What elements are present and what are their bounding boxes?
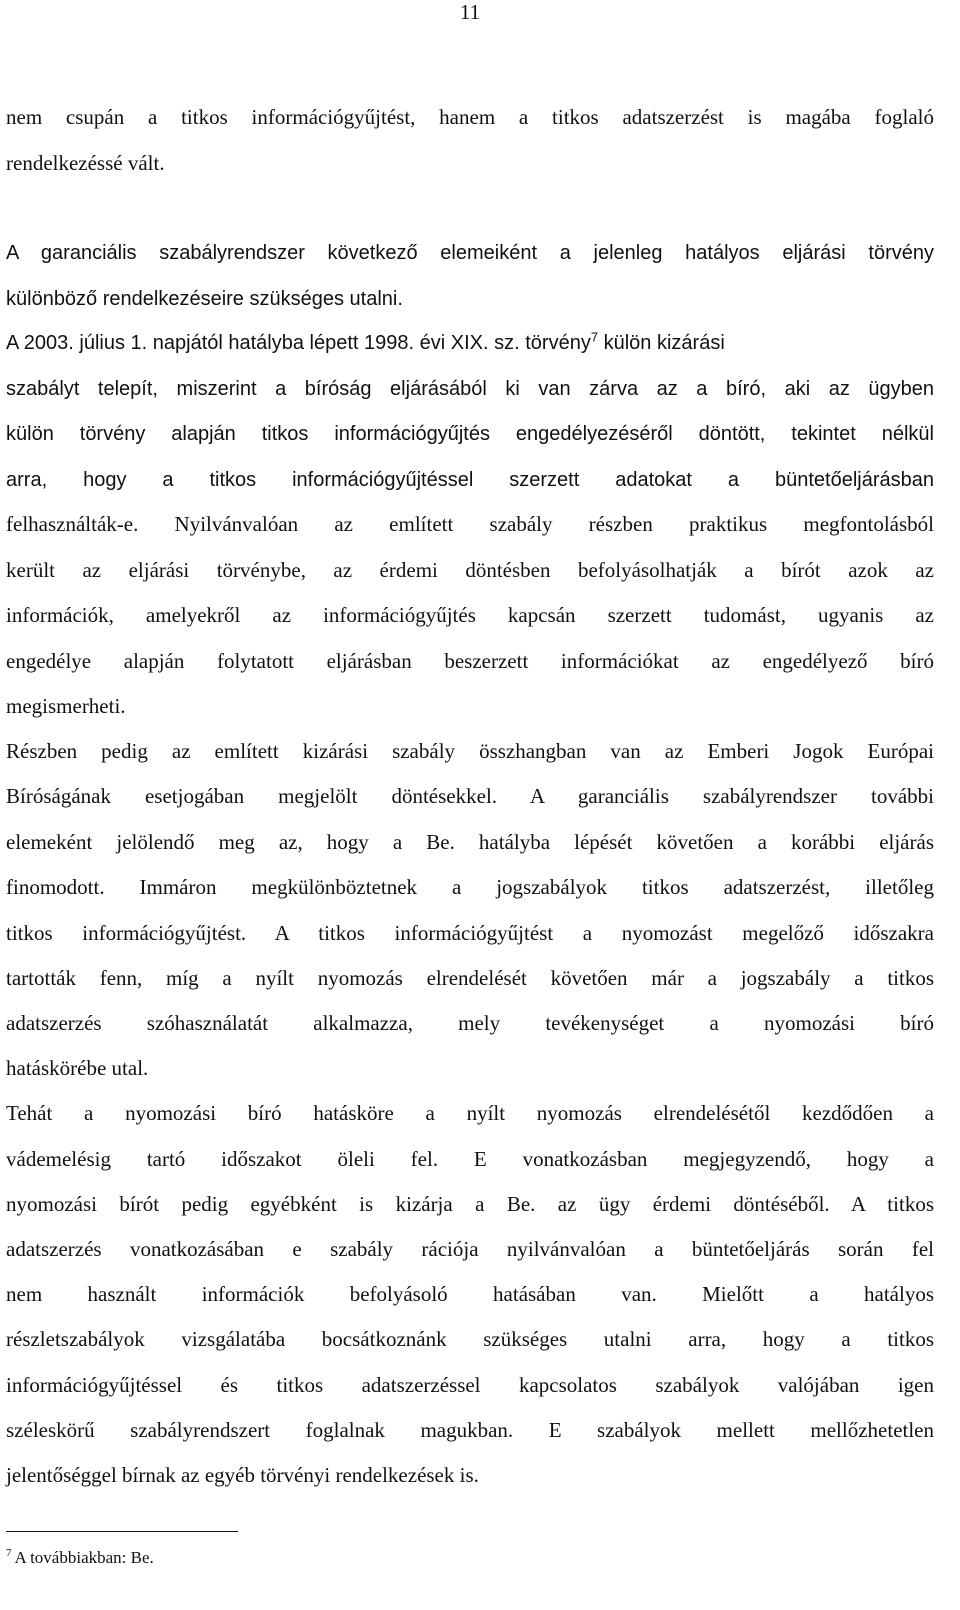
body-line: Részben pedig az említett kizárási szabály összhangban van az Emberi Jogok Európai bbox=[6, 739, 934, 763]
body-line: finomodott. Immáron megkülönböztetnek a jogszabályok titkos adatszerzést, illetőleg bbox=[6, 875, 934, 899]
body-line-with-footnote-ref bbox=[6, 330, 725, 356]
body-line: engedélye alapján folytatott eljárásban beszerzett információkat az engedélyező bíró bbox=[6, 649, 934, 673]
body-line: adatszerzés vonatkozásában e szabály rációja nyilvánvalóan a büntetőeljárás során fel bbox=[6, 1237, 934, 1261]
body-line: nem csupán a titkos információgyűjtést, hanem a titkos adatszerzést is magába foglaló bbox=[6, 105, 934, 129]
footnote-text: A továbbiakban: Be. bbox=[14, 1548, 154, 1567]
footnote-separator bbox=[6, 1531, 238, 1532]
body-line: Bíróságának esetjogában megjelölt döntésekkel. A garanciális szabályrendszer további bbox=[6, 784, 934, 808]
body-line: adatszerzés szóhasználatát alkalmazza, mely tevékenységet a nyomozási bíró bbox=[6, 1011, 934, 1035]
body-line: különböző rendelkezéseire szükséges utalni. bbox=[6, 288, 403, 310]
body-line: megismerheti. bbox=[6, 694, 126, 718]
footnote-mark: 7 bbox=[6, 1547, 12, 1560]
body-line: titkos információgyűjtést. A titkos információgyűjtést a nyomozást megelőző időszakra bbox=[6, 921, 934, 945]
footnote-reference: 7 bbox=[590, 329, 599, 345]
body-line-text: A 2003. július 1. napjától hatályba lépett 1998. évi XIX. sz. törvény bbox=[6, 332, 591, 354]
body-line: nem használt információk befolyásoló hatásában van. Mielőtt a hatályos bbox=[6, 1282, 934, 1306]
body-line: A garanciális szabályrendszer következő elemeiként a jelenleg hatályos eljárási törvény bbox=[6, 242, 934, 264]
body-line: jelentőséggel bírnak az egyéb törvényi rendelkezések is. bbox=[6, 1463, 479, 1487]
body-line: széleskörű szabályrendszert foglalnak magukban. E szabályok mellett mellőzhetetlen bbox=[6, 1418, 934, 1442]
body-line: hatáskörébe utal. bbox=[6, 1056, 149, 1080]
body-line: információgyűjtéssel és titkos adatszerzéssel kapcsolatos szabályok valójában igen bbox=[6, 1373, 934, 1397]
body-line: szabályt telepít, miszerint a bíróság eljárásából ki van zárva az a bíró, aki az ügyben bbox=[6, 378, 934, 400]
body-line: külön törvény alapján titkos információgyűjtés engedélyezéséről döntött, tekintet nélkül bbox=[6, 423, 934, 445]
body-line: felhasználták-e. Nyilvánvalóan az említett szabály részben praktikus megfontolásból bbox=[6, 512, 934, 536]
body-line: nyomozási bírót pedig egyébként is kizárja a Be. az ügy érdemi döntéséből. A titkos bbox=[6, 1192, 934, 1216]
body-line: arra, hogy a titkos információgyűjtéssel szerzett adatokat a büntetőeljárásban bbox=[6, 469, 934, 491]
footnote bbox=[6, 1548, 154, 1568]
body-line: információk, amelyekről az információgyűjtés kapcsán szerzett tudomást, ugyanis az bbox=[6, 603, 934, 627]
body-line-text: külön kizárási bbox=[598, 332, 725, 354]
body-line: tartották fenn, míg a nyílt nyomozás elrendelését követően már a jogszabály a titkos bbox=[6, 966, 934, 990]
page-number: 11 bbox=[459, 0, 481, 24]
body-line: vádemelésig tartó időszakot öleli fel. E vonatkozásban megjegyzendő, hogy a bbox=[6, 1147, 934, 1171]
body-line: került az eljárási törvénybe, az érdemi döntésben befolyásolhatják a bírót azok az bbox=[6, 558, 934, 582]
body-line: elemeként jelölendő meg az, hogy a Be. hatályba lépését követően a korábbi eljárás bbox=[6, 830, 934, 854]
body-line: részletszabályok vizsgálatába bocsátkoznánk szükséges utalni arra, hogy a titkos bbox=[6, 1327, 934, 1351]
body-line: rendelkezéssé vált. bbox=[6, 151, 165, 175]
body-line: Tehát a nyomozási bíró hatásköre a nyílt nyomozás elrendelésétől kezdődően a bbox=[6, 1101, 934, 1125]
